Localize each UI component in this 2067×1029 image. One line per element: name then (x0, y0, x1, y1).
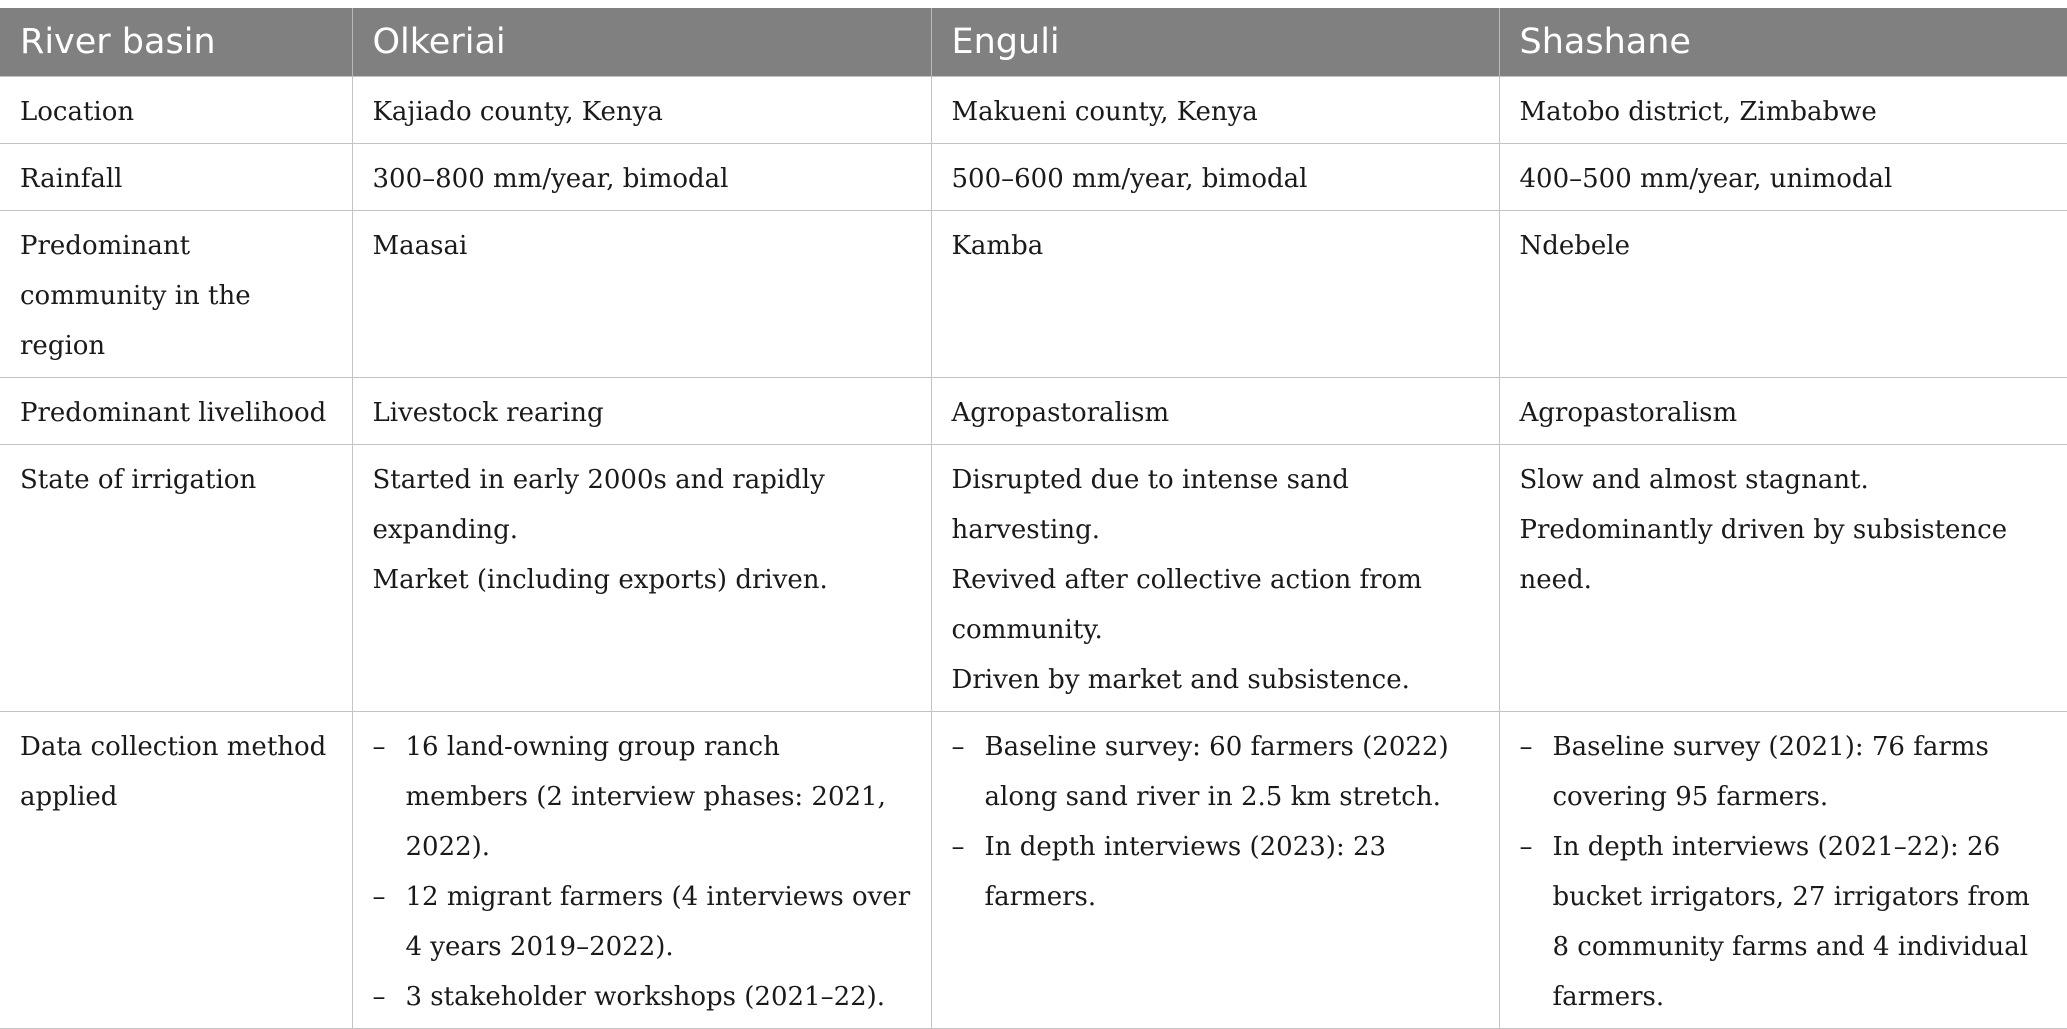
dash-bullet: – (372, 881, 386, 912)
header-enguli: Enguli (931, 8, 1499, 76)
cell-enguli-community: Kamba (931, 210, 1499, 377)
list-item-text: 16 land-owning group ranch members (2 interview phases: 2021, 2022). (405, 731, 886, 862)
row-label-livelihood: Predominant livelihood (0, 377, 352, 444)
row-label-community: Predominant community in the region (0, 210, 352, 377)
list-item (373, 872, 911, 972)
dash-bullet: – (951, 831, 965, 862)
list-item (373, 722, 911, 872)
dash-bullet: – (1519, 831, 1533, 862)
list-item-text: In depth interviews (2021–22): 26 bucket irrigators, 27 irrigators from 8 community farms and 4 individual farmers. (1552, 831, 2030, 1012)
list-item-text: Baseline survey: 60 farmers (2022) along sand river in 2.5 km stretch. (984, 731, 1449, 812)
list-item-text: In depth interviews (2023): 23 farmers. (984, 831, 1387, 912)
cell-olkeriai-rainfall: 300–800 mm/year, bimodal (352, 143, 931, 210)
text-line: Driven by market and subsistence. (951, 664, 1410, 695)
row-label-irrigation: State of irrigation (0, 444, 352, 711)
cell-olkeriai-irrigation (352, 444, 931, 711)
table-row-community (0, 210, 2067, 377)
method-list-enguli (952, 722, 1479, 922)
cell-enguli-irrigation (931, 444, 1499, 711)
dash-bullet: – (372, 731, 386, 762)
cell-olkeriai-location: Kajiado county, Kenya (352, 76, 931, 143)
list-item (373, 972, 911, 1022)
dash-bullet: – (372, 981, 386, 1012)
table-row-rainfall (0, 143, 2067, 210)
cell-shashane-location: Matobo district, Zimbabwe (1499, 76, 2067, 143)
cell-olkeriai-livelihood: Livestock rearing (352, 377, 931, 444)
table-row-livelihood (0, 377, 2067, 444)
text-line: Slow and almost stagnant. (1519, 464, 1869, 495)
cell-shashane-irrigation (1499, 444, 2067, 711)
list-item-text: 12 migrant farmers (4 interviews over 4 years 2019–2022). (405, 881, 911, 962)
list-item (952, 822, 1479, 922)
text-line: Started in early 2000s and rapidly expanding. (372, 464, 825, 545)
cell-enguli-method (931, 711, 1499, 1028)
text-line: Revived after collective action from community. (951, 564, 1422, 645)
header-river-basin: River basin (20, 21, 216, 62)
cell-shashane-method (1499, 711, 2067, 1028)
dash-bullet: – (951, 731, 965, 762)
row-label-method: Data collection method applied (0, 711, 352, 1028)
method-list-olkeriai (373, 722, 911, 1022)
header-row (0, 8, 2067, 76)
cell-olkeriai-community: Maasai (352, 210, 931, 377)
list-item-text: 3 stakeholder workshops (2021–22). (405, 981, 886, 1012)
cell-shashane-rainfall: 400–500 mm/year, unimodal (1499, 143, 2067, 210)
text-line: Predominantly driven by subsistence need. (1519, 514, 2008, 595)
cell-shashane-livelihood: Agropastoralism (1499, 377, 2067, 444)
cell-olkeriai-method (352, 711, 931, 1028)
header-olkeriai: Olkeriai (352, 8, 931, 76)
cell-enguli-livelihood: Agropastoralism (931, 377, 1499, 444)
river-basin-table (0, 8, 2067, 1029)
row-label-location: Location (0, 76, 352, 143)
table-row-method (0, 711, 2067, 1028)
table-row-irrigation (0, 444, 2067, 711)
text-line: Disrupted due to intense sand harvesting. (951, 464, 1349, 545)
header-shashane: Shashane (1499, 8, 2067, 76)
method-list-shashane (1520, 722, 2048, 1022)
text-line: Market (including exports) driven. (372, 564, 828, 595)
list-item (1520, 822, 2048, 1022)
list-item-text: Baseline survey (2021): 76 farms covering 95 farmers. (1552, 731, 1989, 812)
list-item (1520, 722, 2048, 822)
dash-bullet: – (1519, 731, 1533, 762)
table-row-location (0, 76, 2067, 143)
cell-enguli-location: Makueni county, Kenya (931, 76, 1499, 143)
cell-shashane-community: Ndebele (1499, 210, 2067, 377)
row-label-rainfall: Rainfall (0, 143, 352, 210)
list-item (952, 722, 1479, 822)
cell-enguli-rainfall: 500–600 mm/year, bimodal (931, 143, 1499, 210)
